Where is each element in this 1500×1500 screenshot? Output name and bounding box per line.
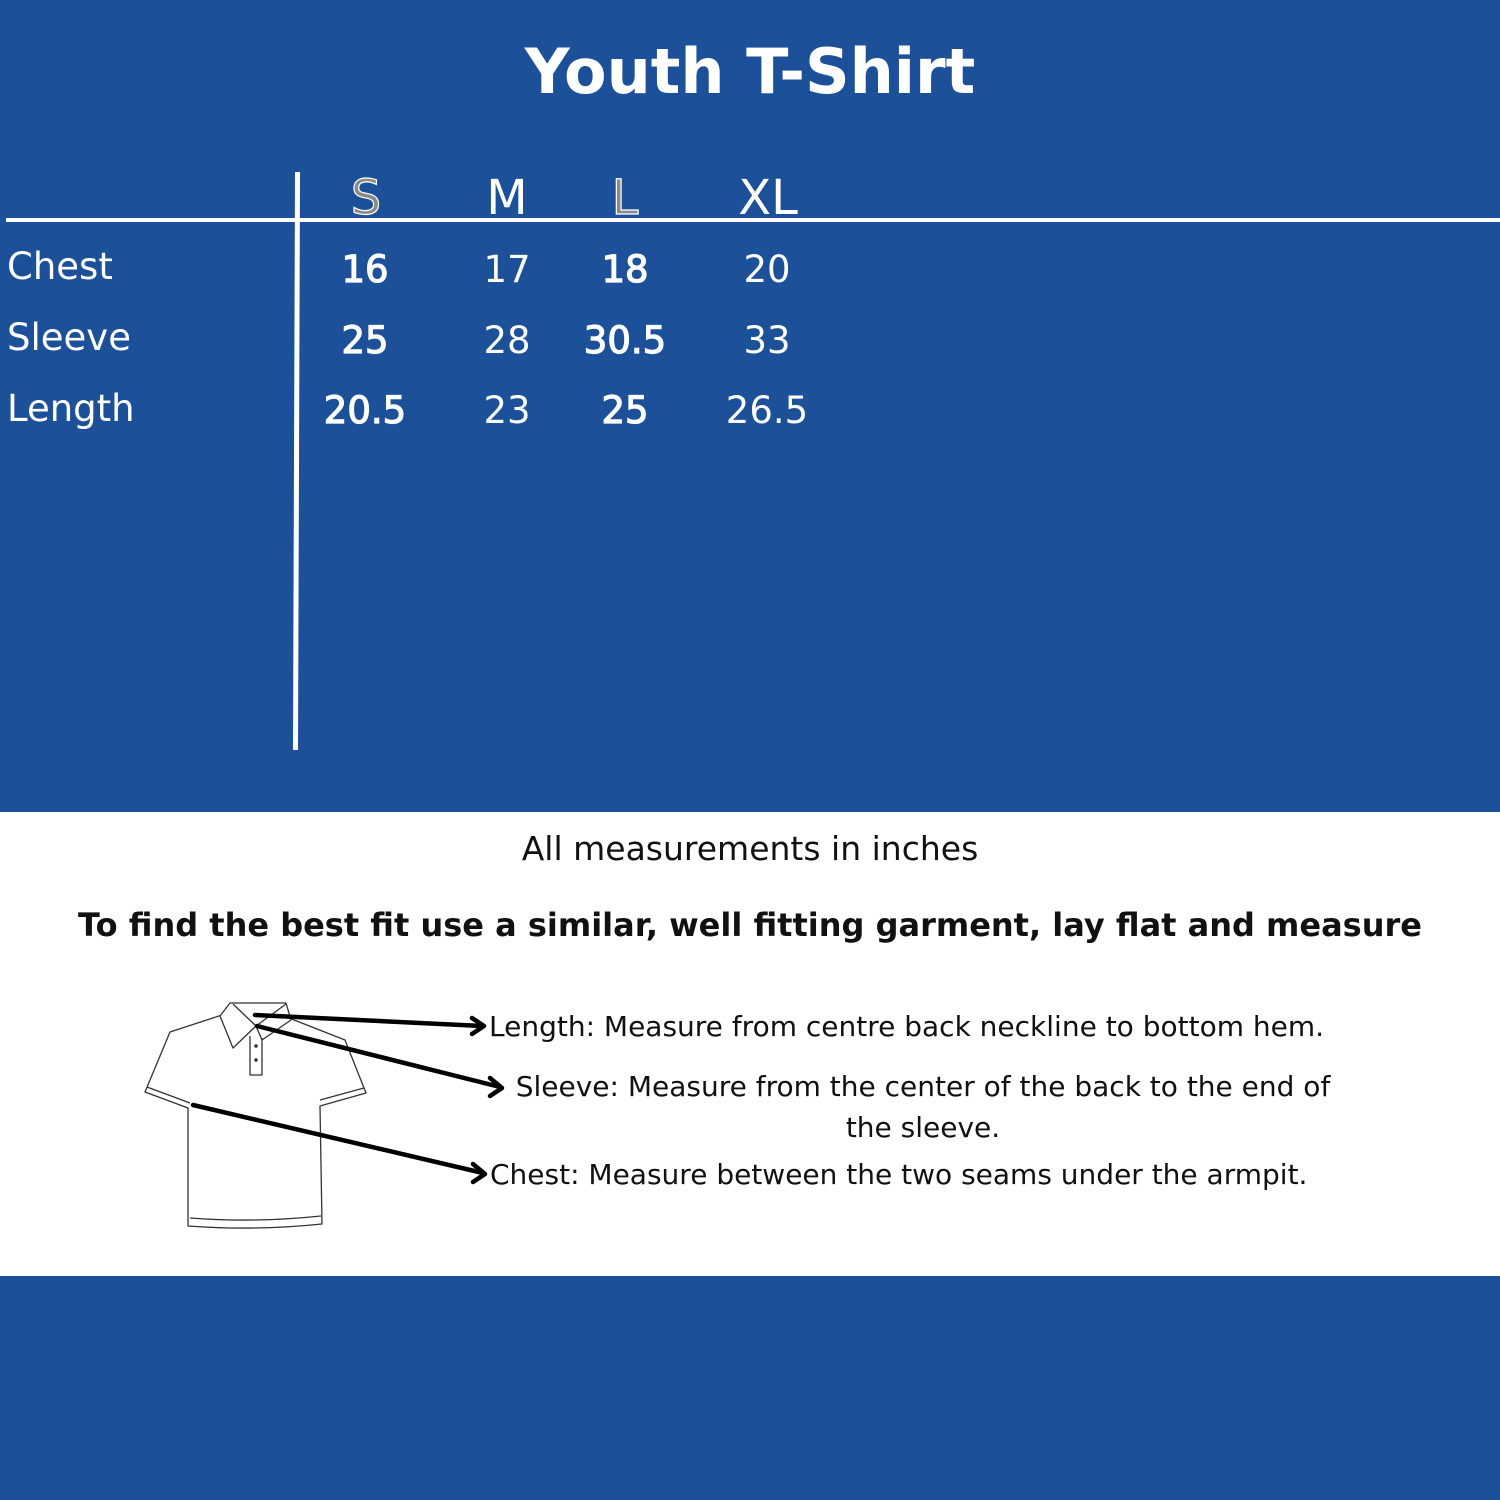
units-note: All measurements in inches xyxy=(521,829,979,868)
table-cell: 17 xyxy=(483,248,531,291)
table-cell: 33 xyxy=(743,319,791,362)
table-cell: 30.5 xyxy=(583,319,667,362)
table-cell: 20 xyxy=(743,248,791,291)
table-cell: 25 xyxy=(601,389,649,432)
length-instruction: Length: Measure from centre back neckline to bottom hem. xyxy=(489,1010,1325,1043)
size-header-m: M xyxy=(486,170,528,226)
page-title: Youth T-Shirt xyxy=(524,35,976,108)
row-label-chest: Chest xyxy=(7,245,113,288)
sleeve-instruction: Sleeve: Measure from the center of the back to the end of the sleeve. xyxy=(515,1070,1331,1144)
chest-instruction: Chest: Measure between the two seams under the armpit. xyxy=(490,1158,1308,1191)
table-cell: 28 xyxy=(483,319,531,362)
row-label-length: Length xyxy=(7,387,135,430)
table-cell: 20.5 xyxy=(323,389,407,432)
table-cell: 25 xyxy=(341,319,389,362)
size-header-l: L xyxy=(611,170,639,226)
polo-shirt-icon xyxy=(0,990,520,1250)
size-header-s: S xyxy=(350,170,382,226)
size-header-xl: XL xyxy=(738,170,798,226)
row-label-sleeve: Sleeve xyxy=(7,316,131,359)
table-cell: 26.5 xyxy=(725,389,809,432)
table-cell: 23 xyxy=(483,389,531,432)
fit-heading: To find the best fit use a similar, well fitting garment, lay flat and measure xyxy=(78,906,1422,944)
table-cell: 18 xyxy=(601,248,649,291)
table-cell: 16 xyxy=(341,248,389,291)
